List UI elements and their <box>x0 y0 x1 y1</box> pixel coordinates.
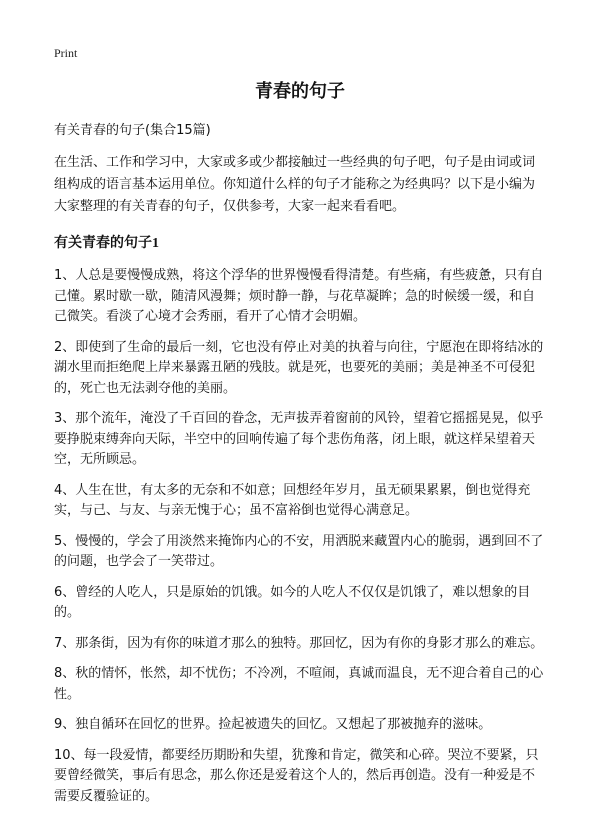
sentence-paragraph-7: 7、那条街，因为有你的味道才那么的独特。那回忆，因为有你的身影才那么的难忘。 <box>54 635 544 651</box>
sentence-paragraph-9: 9、独自循环在回忆的世界。捡起被遗失的回忆。又想起了那被抛弃的滋味。 <box>54 717 492 732</box>
document-body <box>54 80 546 807</box>
sentence-paragraph-10: 10、每一段爱情，都要经历期盼和失望，犹豫和肯定，微笑和心碎。哭泣不要紧，只要曾经微笑，事后有思念，那么你还是爱着这个人的，然后再创造。没有一种爱是不需要反覆验证的。 <box>54 747 539 804</box>
sentence-paragraph-6: 6、曾经的人吃人，只是原始的饥饿。如今的人吃人不仅仅是饥饿了，难以想象的目的。 <box>54 584 531 620</box>
sentence-paragraph-8: 8、秋的情怀，怅然，却不忧伤；不冷冽，不喧闹，真诚而温良，无不迎合着自己的心性。 <box>54 666 544 702</box>
section-heading: 有关青春的句子1 <box>54 236 159 251</box>
sentence-paragraph-1: 1、人总是要慢慢成熟，将这个浮华的世界慢慢看得清楚。有些痛，有些疲惫，只有自己懂。累时歇一歇，随清风漫舞；烦时静一静，与花草凝眸；急的时候缓一缓，和自己微笑。看淡了心境才会秀丽，看开了心情才会明媚。 <box>54 268 544 324</box>
print-link[interactable]: Print <box>54 46 78 60</box>
document-subtitle: 有关青春的句子(集合15篇) <box>54 123 211 138</box>
sentence-paragraph-5: 5、慢慢的，学会了用淡然来掩饰内心的不安，用洒脱来藏置内心的脆弱，遇到回不了的问题，也学会了一笑带过。 <box>54 533 544 569</box>
intro-paragraph: 在生活、工作和学习中，大家或多或少都接触过一些经典的句子吧，句子是由词或词组构成的语言基本运用单位。你知道什么样的句子才能称之为经典吗？以下是小编为大家整理的有关青春的句子，仅供参考，大家一起来看看吧。 <box>54 155 536 214</box>
sentence-paragraph-3: 3、那个流年，淹没了千百回的眷念，无声拔弄着窗前的风铃，望着它摇摇晃晃，似乎要挣脱束缚奔向天际，半空中的回响传遍了每个悲伤角落，闭上眼，就这样呆望着天空，无所顾忌。 <box>54 411 544 467</box>
page-title: 青春的句子 <box>255 81 345 102</box>
sentence-paragraph-4: 4、人生在世，有太多的无奈和不如意；回想经年岁月，虽无硕果累累，倒也觉得充实，与己、与友、与亲无愧于心；虽不富裕倒也觉得心满意足。 <box>54 482 531 518</box>
paragraph-list <box>54 266 546 807</box>
sentence-paragraph-2: 2、即使到了生命的最后一刻，它也没有停止对美的执着与向往，宁愿泡在即将结冰的湖水里而拒绝爬上岸来暴露丑陋的残肢。就是死，也要死的美丽；美是神圣不可侵犯的，死亡也无法剥夺他的美丽。 <box>54 339 544 396</box>
